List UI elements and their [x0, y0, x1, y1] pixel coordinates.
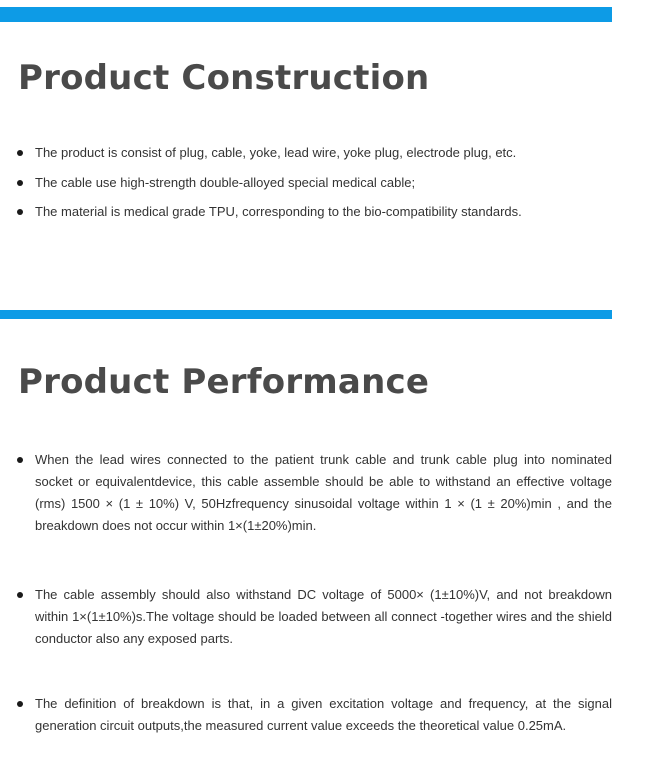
- list-item: [0, 143, 612, 163]
- list-item: [0, 173, 612, 193]
- list-item-text: The cable assembly should also withstand DC voltage of 5000× (1±10%)V, and not breakdown within 1×(1±10%)s.The voltage should be loaded between all connect -together wires and the shield conductor also any exposed parts.: [35, 587, 612, 646]
- list-item: [0, 202, 612, 222]
- list-item-text: The product is consist of plug, cable, yoke, lead wire, yoke plug, electrode plug, etc.: [35, 145, 517, 160]
- construction-bullet-list: [0, 143, 612, 232]
- list-item: [0, 449, 612, 537]
- bullet-dot-icon: [17, 701, 23, 707]
- section-title-performance: Product Performance: [18, 362, 430, 402]
- bullet-dot-icon: [17, 209, 23, 215]
- list-item-text: When the lead wires connected to the patient trunk cable and trunk cable plug into nominated socket or equivalentdevice, this cable assemble should be able to withstand an effective voltage (rms) 1500 × (1 ± 10%) V, 50Hzfrequency sinusoidal voltage within 1 × (1 ± 20%)min , and the breakdown does not occur within 1×(1±20%)min.: [35, 452, 612, 533]
- section-title-construction: Product Construction: [18, 58, 430, 98]
- bullet-dot-icon: [17, 180, 23, 186]
- list-item-text: The definition of breakdown is that, in a given excitation voltage and frequency, at the signal generation circuit outputs,the measured current value exceeds the theoretical value 0.25mA.: [35, 696, 612, 733]
- list-item: [0, 693, 612, 737]
- bullet-dot-icon: [17, 150, 23, 156]
- list-item-text: The material is medical grade TPU, corresponding to the bio-compatibility standards.: [35, 204, 522, 219]
- list-item-text: The cable use high-strength double-alloyed special medical cable;: [35, 174, 416, 190]
- section-divider-bar-middle: [0, 310, 612, 319]
- bullet-dot-icon: [17, 592, 23, 598]
- bullet-dot-icon: [17, 457, 23, 463]
- performance-bullet-list-1: [0, 449, 612, 537]
- performance-bullet-list-3: [0, 693, 612, 737]
- performance-bullet-list-2: [0, 584, 612, 650]
- list-item: [0, 584, 612, 650]
- section-divider-bar-top: [0, 7, 612, 22]
